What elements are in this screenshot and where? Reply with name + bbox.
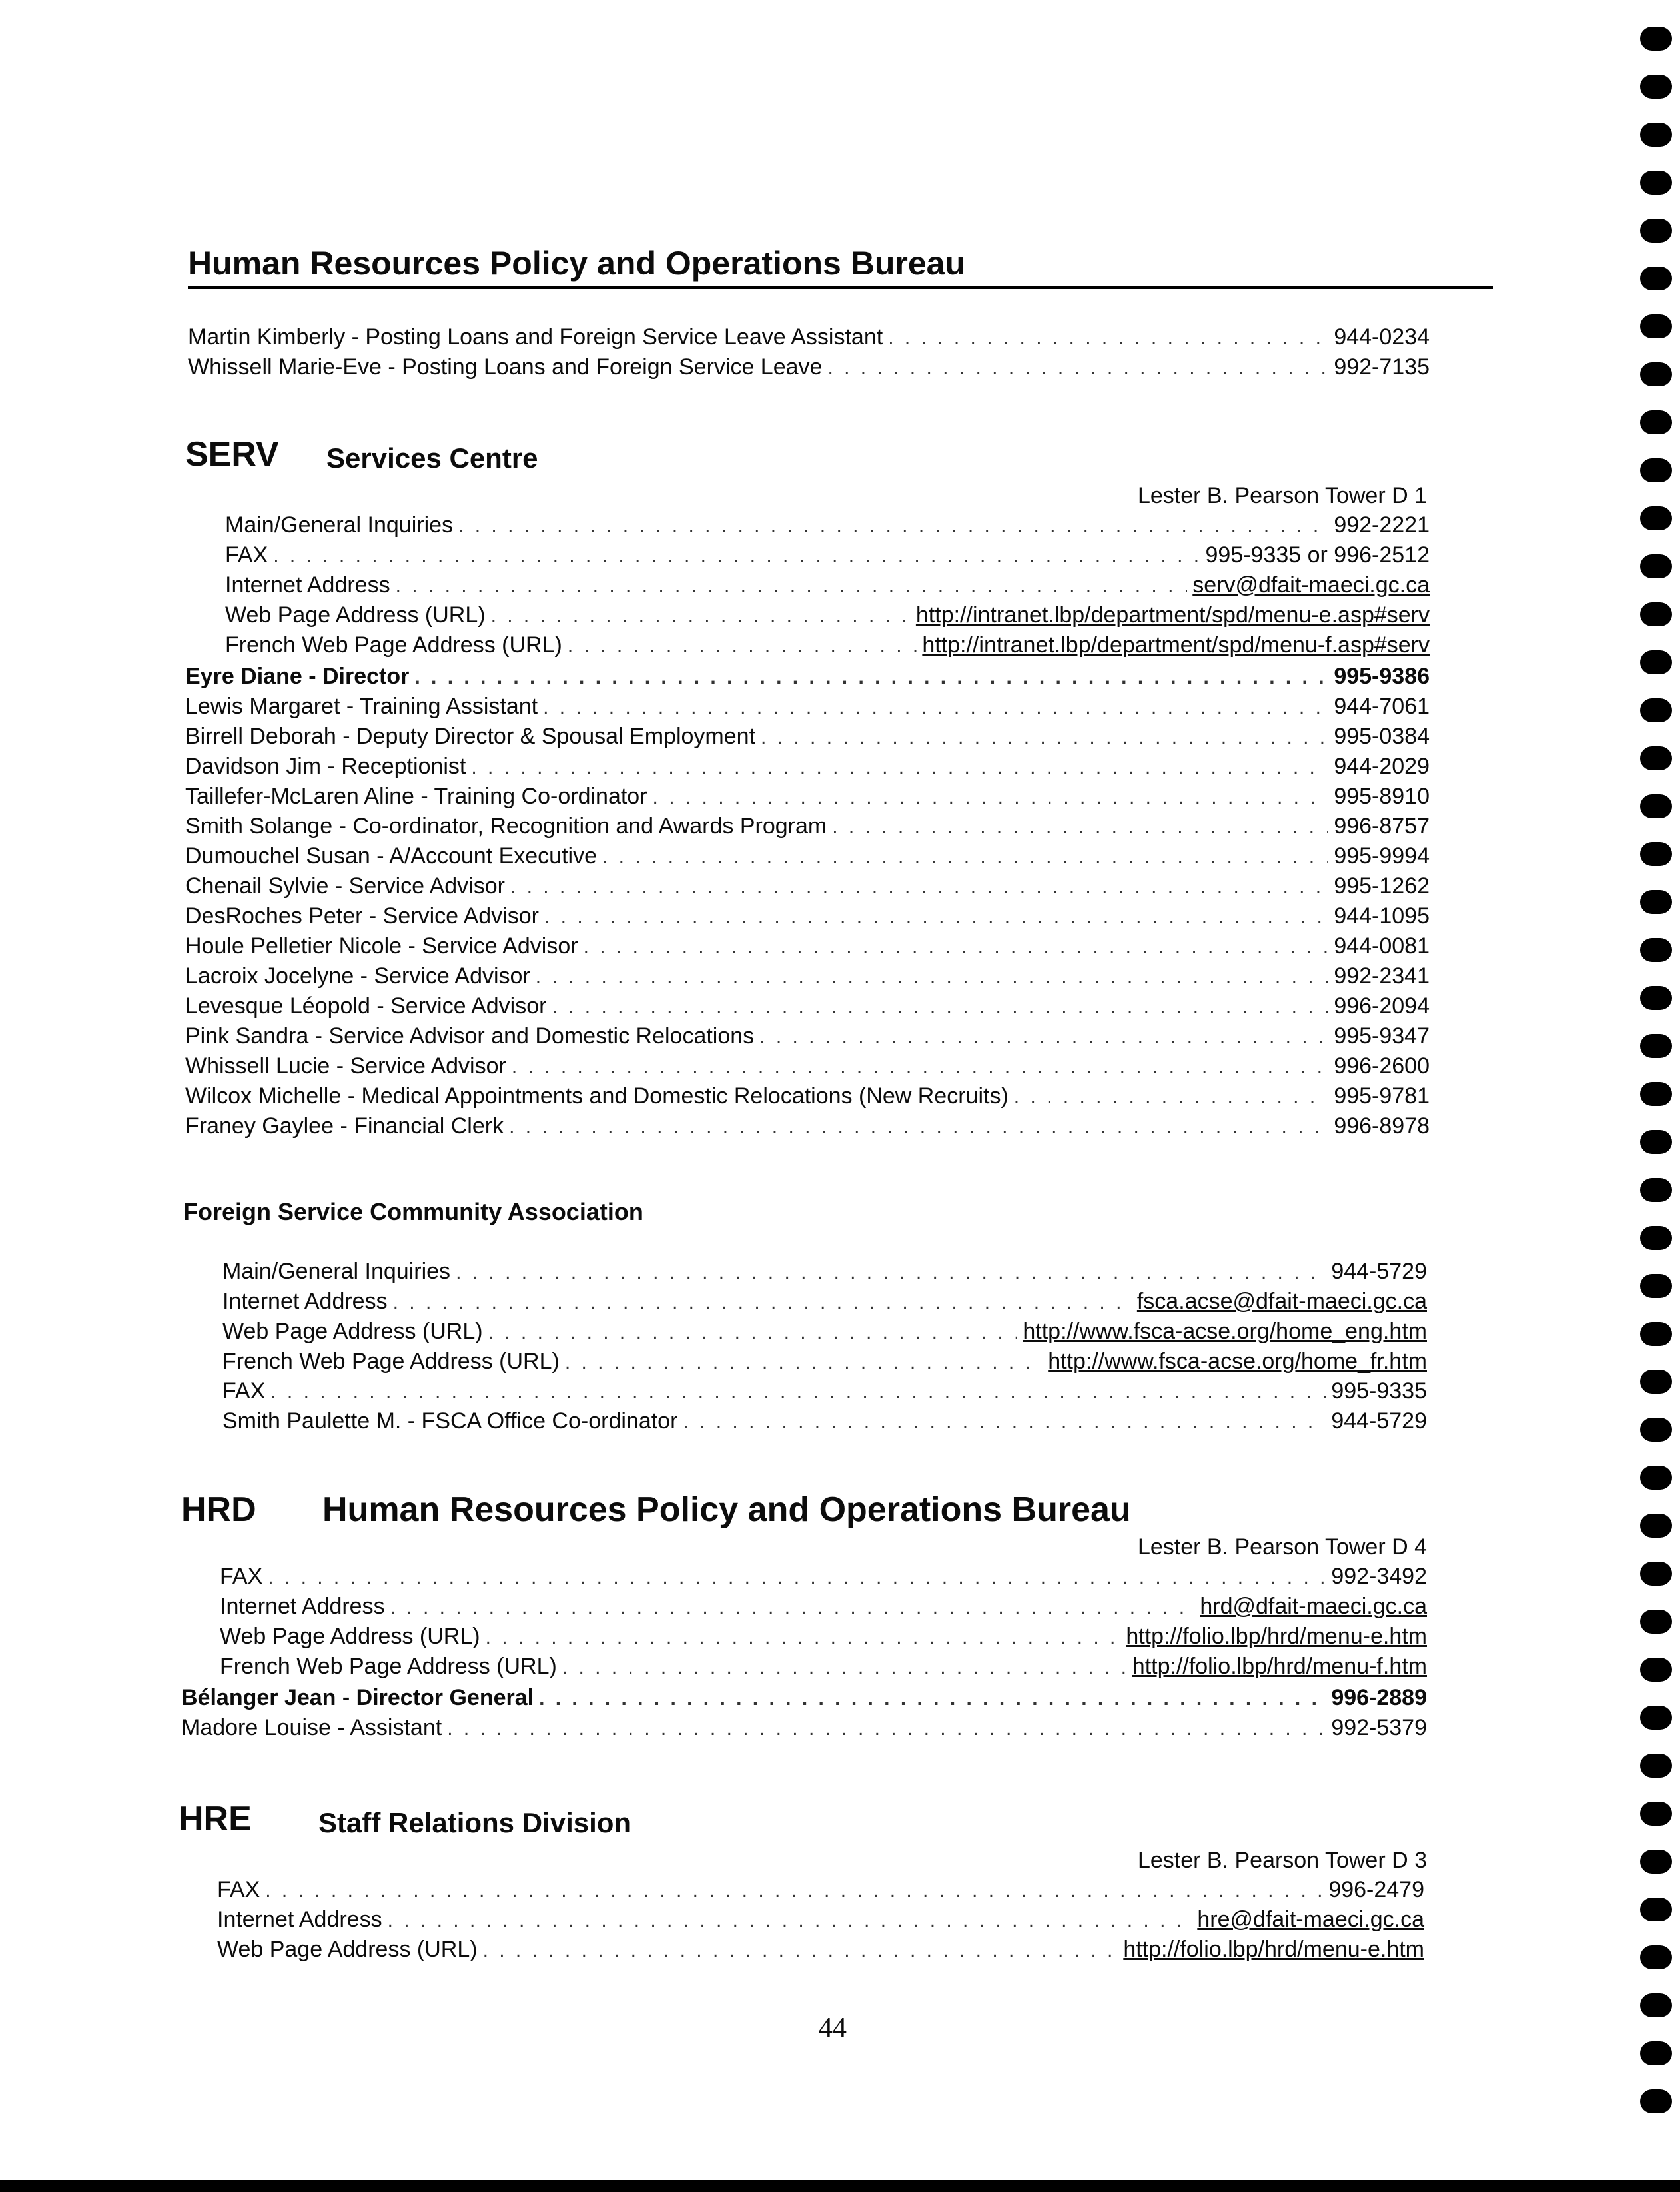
directory-entry bbox=[185, 662, 1430, 692]
binding-hole bbox=[1640, 314, 1672, 338]
dot-leader bbox=[390, 1592, 1195, 1622]
directory-entry bbox=[220, 1562, 1427, 1592]
dot-leader bbox=[458, 511, 1328, 541]
entry-phone: 992-7135 bbox=[1334, 354, 1430, 380]
binding-hole bbox=[1640, 171, 1672, 195]
entry-name: FAX bbox=[222, 1378, 266, 1404]
entry-link[interactable]: http://folio.lbp/hrd/menu-f.htm bbox=[1132, 1654, 1427, 1679]
dot-leader bbox=[888, 323, 1328, 353]
directory-entry bbox=[222, 1376, 1427, 1406]
directory-entry bbox=[181, 1713, 1427, 1743]
entry-name: Smith Paulette M. - FSCA Office Co-ordinator bbox=[222, 1408, 678, 1434]
binding-hole bbox=[1640, 267, 1672, 290]
entry-name: French Web Page Address (URL) bbox=[222, 1349, 560, 1374]
entry-link[interactable]: fsca.acse@dfait-maeci.gc.ca bbox=[1136, 1289, 1427, 1314]
binding-hole bbox=[1640, 1706, 1672, 1730]
binding-hole bbox=[1640, 1945, 1672, 1969]
binding-hole bbox=[1640, 1322, 1672, 1346]
directory-entry bbox=[222, 1347, 1427, 1376]
dot-leader bbox=[536, 962, 1329, 992]
entry-name: French Web Page Address (URL) bbox=[220, 1654, 557, 1679]
binding-hole bbox=[1640, 1130, 1672, 1154]
binding-hole bbox=[1640, 410, 1672, 434]
dot-leader bbox=[584, 932, 1329, 962]
binding-hole bbox=[1640, 1226, 1672, 1250]
entry-name: Pink Sandra - Service Advisor and Domestic Relocations bbox=[185, 1023, 755, 1049]
dot-leader bbox=[273, 541, 1200, 571]
entry-name: Main/General Inquiries bbox=[225, 512, 454, 538]
directory-entry bbox=[217, 1905, 1424, 1935]
entry-name: Smith Solange - Co-ordinator, Recognition and Awards Program bbox=[185, 814, 827, 839]
entry-name: Martin Kimberly - Posting Loans and Foreign Service Leave Assistant bbox=[188, 324, 883, 350]
entry-phone: 992-2341 bbox=[1334, 963, 1430, 989]
entry-name: Davidson Jim - Receptionist bbox=[185, 754, 466, 779]
binding-hole bbox=[1640, 698, 1672, 722]
directory-entry bbox=[225, 600, 1430, 630]
directory-entry bbox=[188, 322, 1430, 352]
entry-name: FAX bbox=[220, 1564, 263, 1589]
binding-hole bbox=[1640, 1418, 1672, 1442]
binding-hole bbox=[1640, 890, 1672, 914]
binding-hole bbox=[1640, 1802, 1672, 1826]
dot-leader bbox=[456, 1257, 1326, 1287]
binding-hole bbox=[1640, 1274, 1672, 1298]
binding-hole bbox=[1640, 1993, 1672, 2017]
dot-leader bbox=[270, 1377, 1326, 1407]
dot-leader bbox=[509, 1112, 1328, 1142]
serv-code: SERV bbox=[185, 435, 279, 474]
entry-phone: 944-7061 bbox=[1334, 694, 1430, 719]
directory-entry bbox=[185, 841, 1430, 871]
directory-entry bbox=[181, 1683, 1427, 1713]
entry-phone: 944-0234 bbox=[1334, 324, 1430, 350]
entry-name: Taillefer-McLaren Aline - Training Co-ordinator bbox=[185, 784, 647, 809]
binding-hole bbox=[1640, 1850, 1672, 1874]
entry-name: FAX bbox=[225, 542, 268, 568]
entry-name: Bélanger Jean - Director General bbox=[181, 1685, 534, 1710]
entry-name: Dumouchel Susan - A/Account Executive bbox=[185, 843, 597, 869]
entry-link[interactable]: serv@dfait-maeci.gc.ca bbox=[1192, 572, 1430, 598]
directory-entry bbox=[185, 901, 1430, 931]
binding-hole bbox=[1640, 1370, 1672, 1394]
dot-leader bbox=[761, 722, 1328, 752]
directory-entry bbox=[185, 991, 1430, 1021]
binding-hole bbox=[1640, 1514, 1672, 1538]
directory-entry bbox=[222, 1257, 1427, 1287]
binding-hole bbox=[1640, 75, 1672, 99]
entry-phone: 995-9994 bbox=[1334, 843, 1430, 869]
directory-entry bbox=[185, 1081, 1430, 1111]
binding-hole bbox=[1640, 842, 1672, 866]
directory-entry bbox=[220, 1592, 1427, 1622]
entry-phone: 944-5729 bbox=[1331, 1408, 1427, 1434]
binding-hole bbox=[1640, 1034, 1672, 1058]
directory-entry bbox=[185, 1021, 1430, 1051]
entry-name: Whissell Lucie - Service Advisor bbox=[185, 1053, 506, 1079]
entry-link[interactable]: http://intranet.lbp/department/spd/menu-e.asp#serv bbox=[915, 602, 1430, 628]
entry-phone: 995-0384 bbox=[1334, 724, 1430, 749]
binding-hole bbox=[1640, 2089, 1672, 2113]
entry-name: Web Page Address (URL) bbox=[217, 1937, 478, 1962]
entry-name: Birrell Deborah - Deputy Director & Spousal Employment bbox=[185, 724, 756, 749]
binding-hole bbox=[1640, 554, 1672, 578]
bottom-edge bbox=[0, 2180, 1680, 2192]
directory-entry bbox=[217, 1875, 1424, 1905]
binding-hole bbox=[1640, 1178, 1672, 1202]
entry-phone: 996-2479 bbox=[1328, 1877, 1424, 1902]
dot-leader bbox=[544, 902, 1328, 932]
directory-entry bbox=[225, 630, 1430, 660]
fsca-heading: Foreign Service Community Association bbox=[183, 1198, 643, 1225]
entry-link[interactable]: http://www.fsca-acse.org/home_eng.htm bbox=[1023, 1319, 1427, 1344]
entry-link[interactable]: http://folio.lbp/hrd/menu-e.htm bbox=[1123, 1937, 1424, 1962]
dot-leader bbox=[759, 1022, 1328, 1052]
directory-entry bbox=[222, 1317, 1427, 1347]
binding-hole bbox=[1640, 1562, 1672, 1586]
entry-phone: 995-9335 or 996-2512 bbox=[1205, 542, 1430, 568]
dot-leader bbox=[268, 1562, 1326, 1592]
entry-name: Web Page Address (URL) bbox=[220, 1624, 480, 1649]
serv-location: Lester B. Pearson Tower D 1 bbox=[1137, 483, 1427, 508]
entry-name: Houle Pelletier Nicole - Service Advisor bbox=[185, 933, 578, 959]
dot-leader bbox=[486, 1622, 1121, 1652]
binding-hole bbox=[1640, 2041, 1672, 2065]
binding-hole bbox=[1640, 219, 1672, 243]
entry-name: Web Page Address (URL) bbox=[222, 1319, 483, 1344]
directory-entry bbox=[225, 540, 1430, 570]
entry-phone: 944-0081 bbox=[1334, 933, 1430, 959]
entry-phone: 992-2221 bbox=[1334, 512, 1430, 538]
entry-name: FAX bbox=[217, 1877, 260, 1902]
dot-leader bbox=[471, 752, 1328, 782]
entry-name: Internet Address bbox=[217, 1907, 382, 1932]
entry-link[interactable]: http://folio.lbp/hrd/menu-e.htm bbox=[1126, 1624, 1427, 1649]
directory-entry bbox=[222, 1406, 1427, 1436]
binding-hole bbox=[1640, 27, 1672, 51]
entry-name: Lacroix Jocelyne - Service Advisor bbox=[185, 963, 530, 989]
serv-title: Services Centre bbox=[326, 442, 538, 474]
entry-name: Main/General Inquiries bbox=[222, 1259, 451, 1284]
entry-name: Internet Address bbox=[222, 1289, 388, 1314]
entry-name: Eyre Diane - Director bbox=[185, 664, 410, 689]
directory-entry bbox=[188, 352, 1430, 382]
entry-name: Web Page Address (URL) bbox=[225, 602, 486, 628]
binding-hole bbox=[1640, 1754, 1672, 1778]
entry-phone: 995-9781 bbox=[1334, 1083, 1430, 1109]
dot-leader bbox=[414, 662, 1328, 692]
binding-hole bbox=[1640, 938, 1672, 962]
directory-entry bbox=[222, 1287, 1427, 1317]
hrd-location: Lester B. Pearson Tower D 4 bbox=[1137, 1534, 1427, 1560]
entry-phone: 996-8978 bbox=[1334, 1113, 1430, 1139]
binding-hole bbox=[1640, 458, 1672, 482]
entry-phone: 996-2889 bbox=[1331, 1685, 1427, 1710]
dot-leader bbox=[565, 1347, 1043, 1377]
binding-hole bbox=[1640, 650, 1672, 674]
directory-entry bbox=[185, 752, 1430, 782]
directory-entry bbox=[185, 782, 1430, 812]
page-heading: Human Resources Policy and Operations Bureau bbox=[188, 240, 1493, 289]
dot-leader bbox=[539, 1684, 1326, 1714]
entry-name: French Web Page Address (URL) bbox=[225, 632, 562, 658]
binding-hole bbox=[1640, 1466, 1672, 1490]
dot-leader bbox=[827, 353, 1328, 383]
directory-entry bbox=[217, 1935, 1424, 1965]
hre-title: Staff Relations Division bbox=[318, 1807, 631, 1838]
entry-name: Chenail Sylvie - Service Advisor bbox=[185, 873, 505, 899]
directory-entry bbox=[225, 510, 1430, 540]
binding-hole bbox=[1640, 1610, 1672, 1634]
dot-leader bbox=[602, 842, 1328, 872]
dot-leader bbox=[568, 631, 917, 661]
dot-leader bbox=[653, 782, 1329, 812]
binding-hole bbox=[1640, 362, 1672, 386]
binding-hole bbox=[1640, 506, 1672, 530]
binding-hole bbox=[1640, 602, 1672, 626]
hre-code: HRE bbox=[179, 1800, 252, 1838]
directory-entry bbox=[225, 570, 1430, 600]
hrd-code: HRD bbox=[181, 1490, 256, 1529]
dot-leader bbox=[388, 1906, 1192, 1935]
page-number: 44 bbox=[819, 2013, 847, 2043]
entry-phone: 944-2029 bbox=[1334, 754, 1430, 779]
entry-link[interactable]: hre@dfait-maeci.gc.ca bbox=[1197, 1907, 1424, 1932]
binding-hole bbox=[1640, 123, 1672, 147]
entry-phone: 995-9386 bbox=[1334, 664, 1430, 689]
entry-link[interactable]: hrd@dfait-maeci.gc.ca bbox=[1200, 1594, 1427, 1619]
binding-hole bbox=[1640, 1898, 1672, 1921]
entry-phone: 996-2600 bbox=[1334, 1053, 1430, 1079]
dot-leader bbox=[510, 872, 1328, 902]
entry-phone: 944-1095 bbox=[1334, 903, 1430, 929]
dot-leader bbox=[832, 812, 1328, 842]
directory-entry bbox=[185, 1111, 1430, 1141]
entry-link[interactable]: http://intranet.lbp/department/spd/menu-f.asp#serv bbox=[922, 632, 1430, 658]
directory-entry bbox=[185, 812, 1430, 841]
dot-leader bbox=[491, 601, 911, 631]
dot-leader bbox=[683, 1407, 1326, 1437]
entry-phone: 995-8910 bbox=[1334, 784, 1430, 809]
directory-entry bbox=[220, 1622, 1427, 1652]
dot-leader bbox=[483, 1935, 1118, 1965]
dot-leader bbox=[1014, 1082, 1329, 1112]
entry-link[interactable]: http://www.fsca-acse.org/home_fr.htm bbox=[1048, 1349, 1427, 1374]
directory-entry bbox=[220, 1652, 1427, 1682]
dot-leader bbox=[265, 1876, 1323, 1906]
entry-phone: 996-2094 bbox=[1334, 993, 1430, 1019]
dot-leader bbox=[562, 1652, 1127, 1682]
entry-phone: 996-8757 bbox=[1334, 814, 1430, 839]
binding-hole bbox=[1640, 794, 1672, 818]
dot-leader bbox=[488, 1317, 1018, 1347]
dot-leader bbox=[393, 1287, 1132, 1317]
entry-phone: 944-5729 bbox=[1331, 1259, 1427, 1284]
entry-name: Madore Louise - Assistant bbox=[181, 1715, 442, 1740]
directory-entry bbox=[185, 1051, 1430, 1081]
entry-name: Whissell Marie-Eve - Posting Loans and Foreign Service Leave bbox=[188, 354, 823, 380]
entry-name: Levesque Léopold - Service Advisor bbox=[185, 993, 547, 1019]
hre-location: Lester B. Pearson Tower D 3 bbox=[1137, 1848, 1427, 1873]
binding-hole bbox=[1640, 986, 1672, 1010]
entry-phone: 995-9347 bbox=[1334, 1023, 1430, 1049]
entry-name: Wilcox Michelle - Medical Appointments and Domestic Relocations (New Recruits) bbox=[185, 1083, 1009, 1109]
directory-entry bbox=[185, 871, 1430, 901]
entry-name: Internet Address bbox=[220, 1594, 385, 1619]
dot-leader bbox=[543, 692, 1328, 722]
binding-hole bbox=[1640, 1082, 1672, 1106]
directory-entry bbox=[185, 931, 1430, 961]
directory-entry bbox=[185, 692, 1430, 722]
entry-phone: 992-5379 bbox=[1331, 1715, 1427, 1740]
entry-name: DesRoches Peter - Service Advisor bbox=[185, 903, 539, 929]
directory-entry bbox=[185, 722, 1430, 752]
dot-leader bbox=[552, 992, 1328, 1022]
entry-name: Lewis Margaret - Training Assistant bbox=[185, 694, 538, 719]
entry-phone: 995-9335 bbox=[1331, 1378, 1427, 1404]
entry-name: Franey Gaylee - Financial Clerk bbox=[185, 1113, 504, 1139]
binding-holes bbox=[1632, 27, 1672, 2179]
dot-leader bbox=[396, 571, 1188, 601]
entry-name: Internet Address bbox=[225, 572, 390, 598]
dot-leader bbox=[512, 1052, 1328, 1082]
hrd-title: Human Resources Policy and Operations Bureau bbox=[322, 1490, 1131, 1529]
directory-entry bbox=[185, 961, 1430, 991]
entry-phone: 995-1262 bbox=[1334, 873, 1430, 899]
binding-hole bbox=[1640, 746, 1672, 770]
dot-leader bbox=[447, 1714, 1326, 1744]
entry-phone: 992-3492 bbox=[1331, 1564, 1427, 1589]
binding-hole bbox=[1640, 1658, 1672, 1682]
